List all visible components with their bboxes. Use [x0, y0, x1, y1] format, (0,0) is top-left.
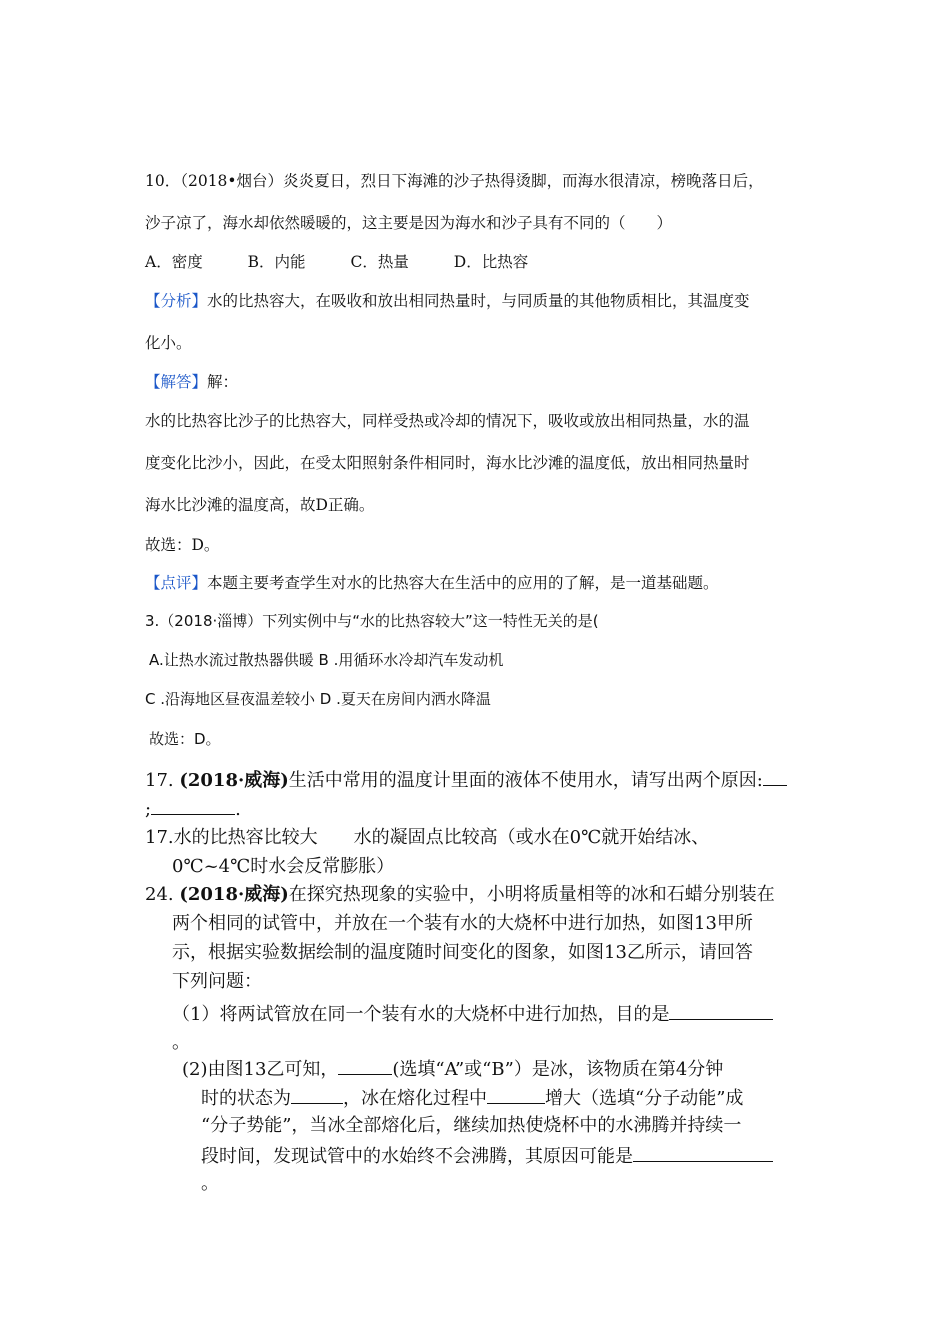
q17-number: 17.: [145, 770, 180, 791]
q24-stem-line2: 两个相同的试管中，并放在一个装有水的大烧杯中进行加热，如图13甲所: [172, 913, 753, 934]
q24-part1-text: （1）将两试管放在同一个装有水的大烧杯中进行加热，目的是: [172, 1004, 670, 1025]
q10-comment: [145, 573, 719, 593]
q24-part2-c: 时的状态为: [201, 1088, 291, 1109]
q3-options-line1: A.让热水流过散热器供暖 B .用循环水冷却汽车发动机: [149, 651, 504, 669]
q17-blank-2: [151, 796, 235, 815]
q10-option-d: D．比热容: [453, 253, 529, 271]
q10-options: [145, 252, 568, 272]
q24-part2-blank-4: [633, 1143, 773, 1162]
q24-stem-line1: [145, 883, 775, 907]
q10-choice: 故选：D。: [145, 536, 220, 554]
q24-part2-blank-2: [291, 1085, 343, 1104]
q24-part2-a: (2)由图13乙可知，: [182, 1059, 339, 1080]
q17-separator: ;: [145, 799, 152, 820]
analysis-tag: 【分析】: [145, 292, 208, 310]
q24-stem-line3: 示，根据实验数据绘制的温度随时间变化的图象，如图13乙所示，请回答: [172, 942, 753, 963]
comment-text: 本题主要考查学生对水的比热容大在生活中的应用的了解，是一道基础题。: [207, 574, 719, 592]
q17-answer-line2: 0℃~4℃时水会反常膨胀）: [172, 856, 395, 877]
q10-answer-heading: [145, 372, 238, 392]
q10-answer-line3: 海水比沙滩的温度高，故D正确。: [145, 496, 375, 514]
q24-line1-text: 在探究热现象的实验中，小明将质量相等的冰和石蜡分别装在: [288, 884, 775, 905]
q17-source: (2018·威海): [179, 770, 289, 791]
q24-part2-line3: “分子势能”，当冰全部熔化后，继续加热使烧杯中的水沸腾并持续一: [201, 1115, 742, 1136]
q10-option-b: B．内能: [247, 253, 306, 271]
comment-tag: 【点评】: [145, 574, 208, 592]
q24-part2-line2: [201, 1085, 743, 1111]
q10-answer-line1: 水的比热容比沙子的比热容大，同样受热或冷却的情况下，吸收或放出相同热量，水的温: [145, 412, 750, 430]
q24-part2-e: 增大（选填“分子动能”成: [545, 1088, 744, 1109]
answer-tag: 【解答】: [145, 373, 208, 391]
q24-stem-line4: 下列问题：: [172, 971, 262, 992]
q17-stem-line2: [145, 796, 241, 822]
q10-stem-line1: 10．（2018•烟台）炎炎夏日，烈日下海滩的沙子热得烫脚，而海水很清凉，榜晚落日后，: [145, 172, 764, 190]
q24-part2-blank-1: [338, 1056, 392, 1075]
q17-end: .: [235, 799, 241, 820]
q24-part2-end: 。: [201, 1173, 219, 1194]
q24-part2-b: (选填“A”或“B”）是冰，该物质在第4分钟: [392, 1059, 724, 1080]
q24-part1: [172, 1001, 773, 1027]
analysis-text: 水的比热容大，在吸收和放出相同热量时，与同质量的其他物质相比，其温度变: [207, 292, 750, 310]
q10-option-a: A．密度: [145, 253, 203, 271]
q24-part2-d: ，冰在熔化过程中: [343, 1088, 487, 1109]
q24-source: (2018·威海): [179, 884, 289, 905]
q17-stem: [145, 767, 787, 793]
q10-stem-line2: 沙子凉了，海水却依然暖暖的，这主要是因为海水和沙子具有不同的（ ）: [145, 214, 673, 232]
q17-blank-1: [763, 767, 787, 786]
q17-stem-text: 生活中常用的温度计里面的液体不使用水，请写出两个原因:: [288, 770, 763, 791]
q24-number: 24.: [145, 884, 180, 905]
q10-answer-line2: 度变化比沙小，因此，在受太阳照射条件相同时，海水比沙滩的温度低，放出相同热量时: [145, 454, 750, 472]
q3-stem: 3.（2018·淄博）下列实例中与“水的比热容较大”这一特性无关的是(: [145, 612, 599, 630]
q10-analysis-line1: [145, 291, 750, 311]
q10-option-c: C．热量: [350, 253, 409, 271]
q3-choice: 故选：D。: [149, 730, 221, 748]
q17-answer-line1: 17.水的比热容比较大 水的凝固点比较高（或水在0℃就开始结冰、: [145, 827, 710, 848]
q3-options-line2: C .沿海地区昼夜温差较小 D .夏天在房间内洒水降温: [145, 690, 491, 708]
answer-intro: 解：: [207, 373, 239, 391]
q24-part2-blank-3: [487, 1085, 545, 1104]
q24-part1-end: 。: [172, 1032, 190, 1053]
q24-part2-line4: [201, 1143, 773, 1169]
q24-part2-g: 段时间，发现试管中的水始终不会沸腾，其原因可能是: [201, 1146, 633, 1167]
q24-part2-line1: [182, 1056, 723, 1082]
q10-analysis-line2: 化小。: [145, 334, 192, 352]
q24-part1-blank: [669, 1001, 773, 1020]
